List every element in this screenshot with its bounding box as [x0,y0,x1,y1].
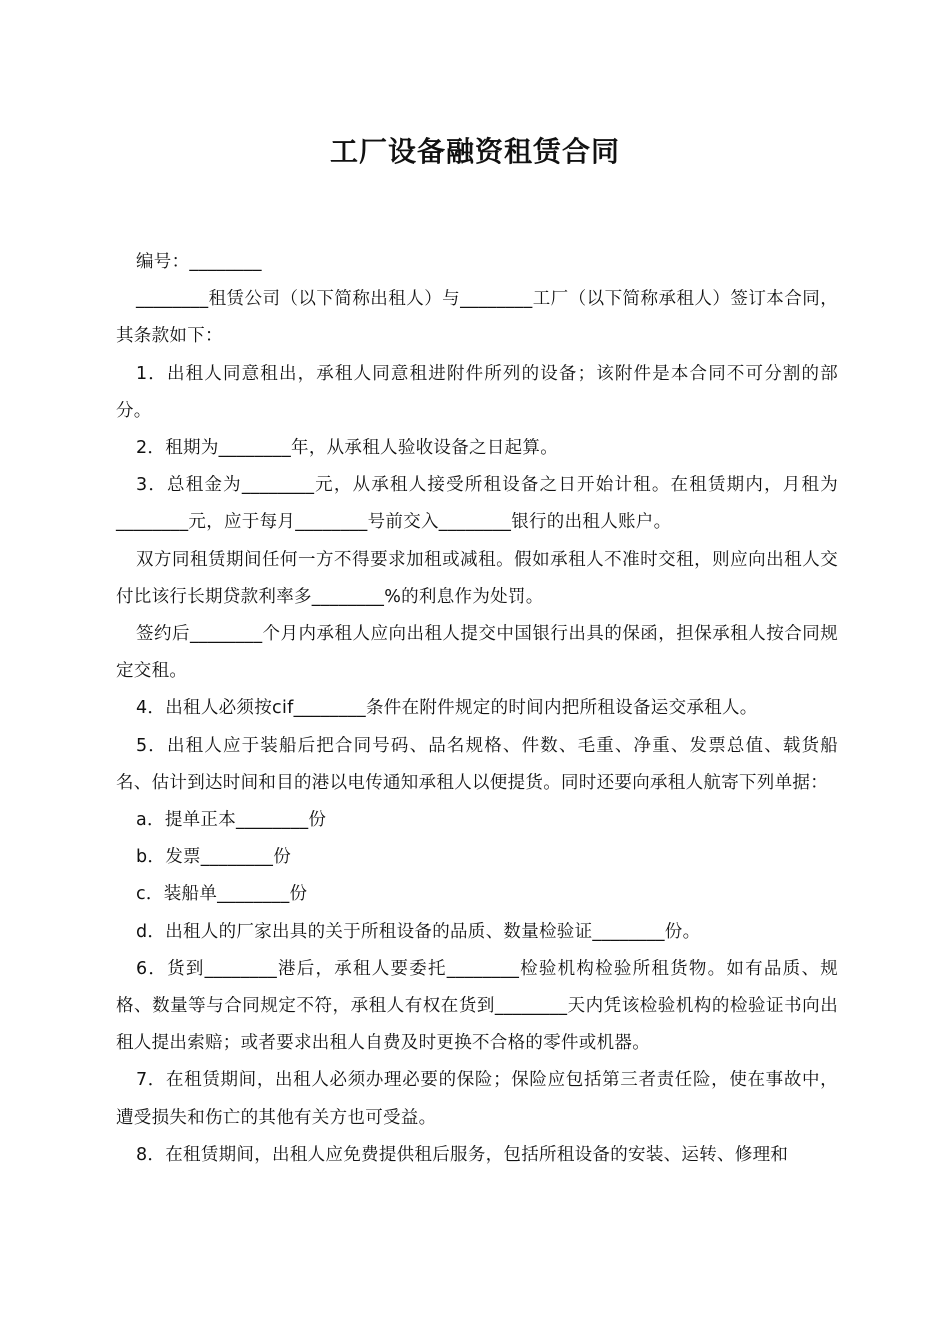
clause-2: 2．租期为________年，从承租人验收设备之日起算。 [136,438,559,459]
document-body [116,244,838,1174]
clause-3: 3．总租金为________元，从承租人接受所租设备之日开始计租。在租赁期内，月租为________元，应于每月________号前交入________银行的出租人账户。 [116,475,838,533]
clause-8: 8．在租赁期间，出租人应免费提供租后服务，包括所租设备的安装、运转、修理和 [136,1144,789,1165]
document-item-c: c．装船单________份 [136,884,308,905]
clause-7: 7．在租赁期间，出租人必须办理必要的保险；保险应包括第三者责任险，使在事故中，遭受损失和伤亡的其他有关方也可受益。 [116,1070,838,1128]
clause-4: 4．出租人必须按cif________条件在附件规定的时间内把所租设备运交承租人。 [136,698,758,719]
clause-5: 5．出租人应于装船后把合同号码、品名规格、件数、毛重、净重、发票总值、载货船名、估计到达时间和目的港以电传通知承租人以便提货。同时还要向承租人航寄下列单据： [116,735,838,793]
clause-3-guarantee: 签约后________个月内承租人应向出租人提交中国银行出具的保函，担保承租人按合同规定交租。 [116,624,838,682]
document-title: 工厂设备融资租赁合同 [329,135,620,168]
document-item-a: a．提单正本________份 [136,810,327,831]
document-item-d: d．出租人的厂家出具的关于所租设备的品质、数量检验证________份。 [136,921,701,942]
document-item-b: b．发票________份 [136,847,292,868]
clause-1: 1．出租人同意租出，承租人同意租进附件所列的设备；该附件是本合同不可分割的部分。 [116,363,838,421]
clause-3-rent-adjustment: 双方同租赁期间任何一方不得要求加租或减租。假如承租人不准时交租，则应向出租人交付比该行长期贷款利率多________%的利息作为处罚。 [116,549,838,607]
clause-6: 6．货到________港后，承租人要委托________检验机构检验所租货物。如有品质、规格、数量等与合同规定不符，承租人有权在货到________天内凭该检验机构的检验证书向出租人提出索赔；或者要求出租人自费及时更换不合格的零件或机器。 [116,958,838,1054]
contract-preamble: ________租赁公司（以下简称出租人）与________工厂（以下简称承租人）签订本合同，其条款如下： [116,289,838,347]
contract-number-line: 编号：________ [136,252,262,272]
